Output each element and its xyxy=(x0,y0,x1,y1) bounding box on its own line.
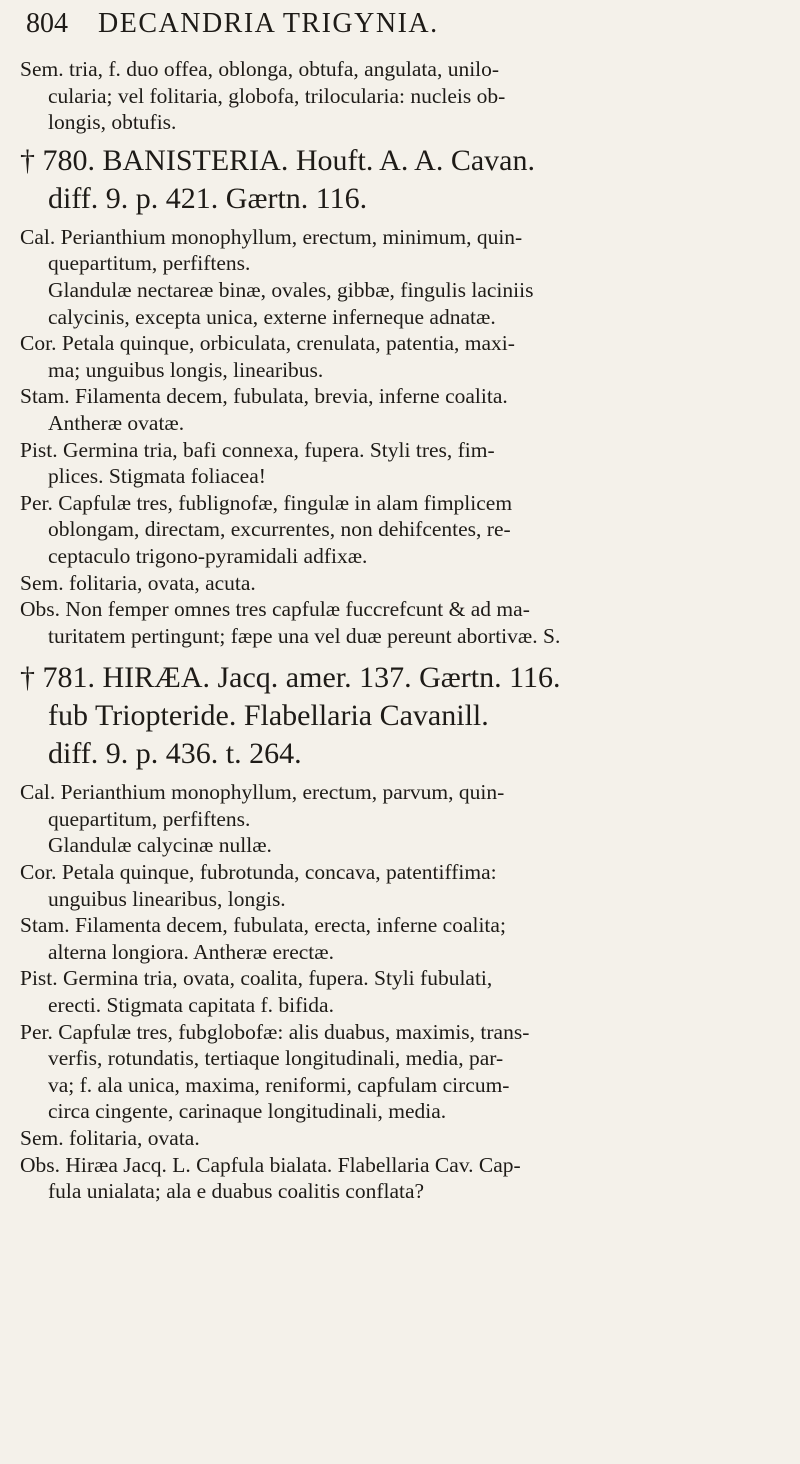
text-line: ceptaculo trigono-pyramidali adfixæ. xyxy=(48,543,368,568)
text-line: turitatem pertingunt; fæpe una vel duæ pereunt abortivæ. S. xyxy=(48,623,561,648)
text-line: quepartitum, perfiftens. xyxy=(48,806,251,831)
genus-reference: diff. 9. p. 436. t. 264. xyxy=(48,737,302,771)
text-line: quepartitum, perfiftens. xyxy=(48,251,251,276)
text-line: alterna longiora. Antheræ erectæ. xyxy=(48,939,334,964)
text-line: Pist. Germina tria, bafi connexa, fupera. Styli tres, fim- xyxy=(20,437,495,462)
text-line: Stam. Filamenta decem, fubulata, brevia, inferne coalita. xyxy=(20,384,508,409)
genus-heading-hiraea: † 781. HIRÆA. Jacq. amer. 137. Gærtn. 116. xyxy=(20,661,561,695)
main-text xyxy=(20,56,780,1205)
text-line: unguibus linearibus, longis. xyxy=(48,886,286,911)
text-line: Obs. Non femper omnes tres capfulæ fuccrefcunt & ad ma- xyxy=(20,597,530,622)
text-line: Cor. Petala quinque, fubrotunda, concava, patentiffima: xyxy=(20,860,497,885)
text-line: plices. Stigmata foliacea! xyxy=(48,464,266,489)
text-line: erecti. Stigmata capitata f. bifida. xyxy=(48,993,334,1018)
text-line: Antheræ ovatæ. xyxy=(48,410,185,435)
text-line: Stam. Filamenta decem, fubulata, erecta, inferne coalita; xyxy=(20,913,506,938)
text-line: Sem. folitaria, ovata, acuta. xyxy=(20,570,256,595)
text-line: Sem. tria, f. duo offea, oblonga, obtufa, angulata, unilo- xyxy=(20,57,500,81)
text-line: Glandulæ nectareæ binæ, ovales, gibbæ, fingulis laciniis xyxy=(48,277,534,302)
genus-reference: diff. 9. p. 421. Gærtn. 116. xyxy=(48,181,368,215)
text-line: Sem. folitaria, ovata. xyxy=(20,1126,200,1150)
text-line: Cal. Perianthium monophyllum, erectum, parvum, quin- xyxy=(20,780,505,805)
text-line: Glandulæ calycinæ nullæ. xyxy=(48,833,272,858)
genus-heading-banisteria: † 780. BANISTERIA. Houft. A. A. Cavan. xyxy=(20,143,535,177)
text-line: calycinis, excepta unica, externe inferneque adnatæ. xyxy=(48,304,496,329)
text-line: Per. Capfulæ tres, fublignofæ, fingulæ in alam fimplicem xyxy=(20,490,513,515)
text-line: circa cingente, carinaque longitudinali, media. xyxy=(48,1099,447,1124)
text-line: longis, obtufis. xyxy=(48,110,177,135)
page-header xyxy=(26,6,774,46)
text-line: fula unialata; ala e duabus coalitis conflata? xyxy=(48,1179,425,1204)
text-line: Cal. Perianthium monophyllum, erectum, minimum, quin- xyxy=(20,224,523,249)
page-number: 804 xyxy=(26,8,68,39)
text-line: Per. Capfulæ tres, fubglobofæ: alis duabus, maximis, trans- xyxy=(20,1019,530,1044)
text-line: Pist. Germina tria, ovata, coalita, fupera. Styli fubulati, xyxy=(20,966,493,991)
text-line: va; f. ala unica, maxima, reniformi, capfulam circum- xyxy=(48,1072,510,1097)
text-line: ma; unguibus longis, linearibus. xyxy=(48,357,324,382)
text-line: Cor. Petala quinque, orbiculata, crenulata, patentia, maxi- xyxy=(20,331,515,356)
text-line: oblongam, directam, excurrentes, non dehifcentes, re- xyxy=(48,517,511,542)
running-title: DECANDRIA TRIGYNIA. xyxy=(98,8,439,39)
text-line: verfis, rotundatis, tertiaque longitudinali, media, par- xyxy=(48,1046,504,1071)
text-line: cularia; vel folitaria, globofa, trilocularia: nucleis ob- xyxy=(48,83,506,108)
genus-reference: fub Triopteride. Flabellaria Cavanill. xyxy=(48,699,489,733)
text-line: Obs. Hiræa Jacq. L. Capfula bialata. Flabellaria Cav. Cap- xyxy=(20,1152,521,1177)
